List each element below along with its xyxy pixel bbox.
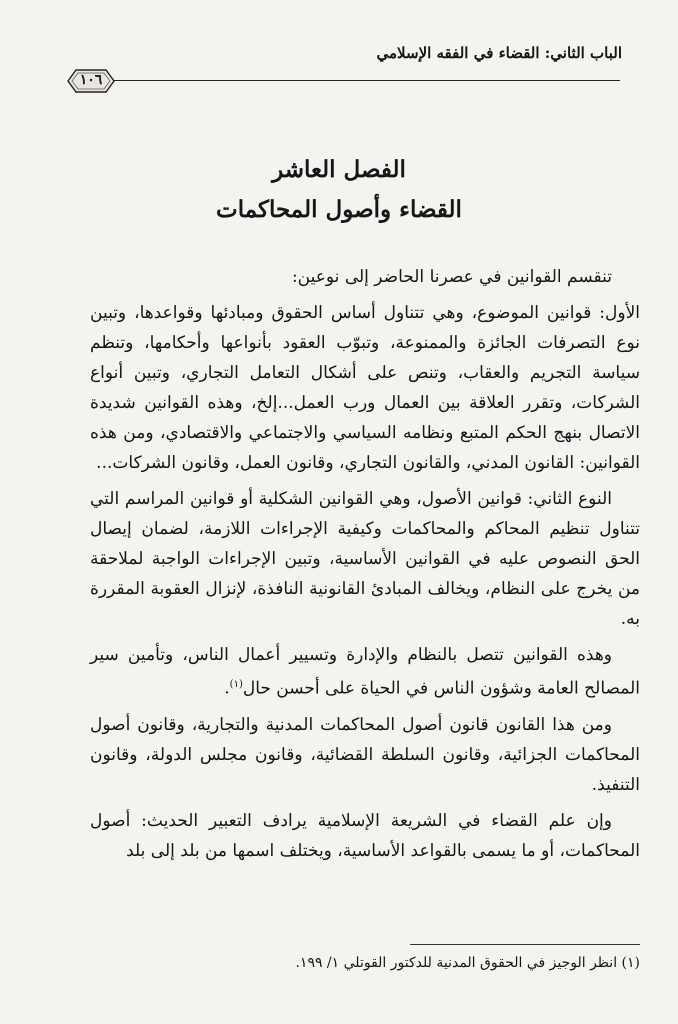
- paragraph: وإن علم القضاء في الشريعة الإسلامية يرادف التعبير الحديث: أصول المحاكمات، أو ما يسمى بالقواعد الأساسية، ويختلف اسمها من بلد إلى بلد: [90, 810, 640, 861]
- paragraph: وهذه القوانين تتصل بالنظام والإدارة وتسيير أعمال الناس، وتأمين سير المصالح العامة وشؤون الناس في الحياة على أحسن حال$^{(١)}$.: [90, 645, 640, 699]
- footnote: (١) انظر الوجيز في الحقوق المدنية للدكتور القوتلي ١/ ١٩٩.: [295, 955, 640, 971]
- body-text: [90, 262, 640, 872]
- paragraph: النوع الثاني: قوانين الأصول، وهي القوانين الشكلية أو قوانين المراسم التي تتناول تنظيم المحاكم والمحاكمات وكيفية الإجراءات اللازمة، لضمان إيصال الحق النصوص عليه في القوانين الأساسية، وتبين الإجراءات الواجبة لملاحقة من يخرج على النظام، ويخالف المبادئ القانونية النافذة، لإنزال العقوبة المقررة به.: [90, 489, 640, 629]
- chapter-title: القضاء وأصول المحاكمات: [216, 196, 462, 223]
- footnote-reference: (١): [229, 679, 243, 690]
- page-number-badge: [66, 66, 116, 96]
- footnote-rule: [410, 944, 640, 945]
- header-rule: [100, 80, 620, 81]
- chapter-number: الفصل العاشر: [272, 156, 406, 183]
- paragraph-text: وهذه القوانين تتصل بالنظام والإدارة وتسيير أعمال الناس، وتأمين سير المصالح العامة وشؤون الناس في الحياة على أحسن حال: [90, 645, 640, 699]
- paragraph: الأول: قوانين الموضوع، وهي تتناول أساس الحقوق ومبادئها وقواعدها، وتبين نوع التصرفات الجائزة والممنوعة، وتبوّب العقود بأنواعها وأحكامها، وتنظم سياسة التجريم والعقاب، وتنص على أشكال التعامل التجاري، وتبين أنواع الشركات، وتقرر العلاقة بين العمال ورب العمل...إلخ، وهذه القوانين شديدة الاتصال بنهج الحكم المتبع ونظامه السياسي والاجتماعي والاقتصادي، ومن هذه القوانين: القانون المدني، والقانون التجاري، وقانون العمل، وقانون الشركات...: [90, 303, 640, 473]
- page-number: ١٠٦: [79, 72, 103, 88]
- running-header: الباب الثاني: القضاء في الفقه الإسلامي: [376, 44, 622, 62]
- paragraph: ومن هذا القانون قانون أصول المحاكمات المدنية والتجارية، وقانون أصول المحاكمات الجزائية، وقانون السلطة القضائية، وقانون مجلس الدولة، وقانون التنفيذ.: [90, 714, 640, 795]
- paragraph: تنقسم القوانين في عصرنا الحاضر إلى نوعين:: [291, 267, 612, 287]
- chapter-heading: [60, 150, 618, 230]
